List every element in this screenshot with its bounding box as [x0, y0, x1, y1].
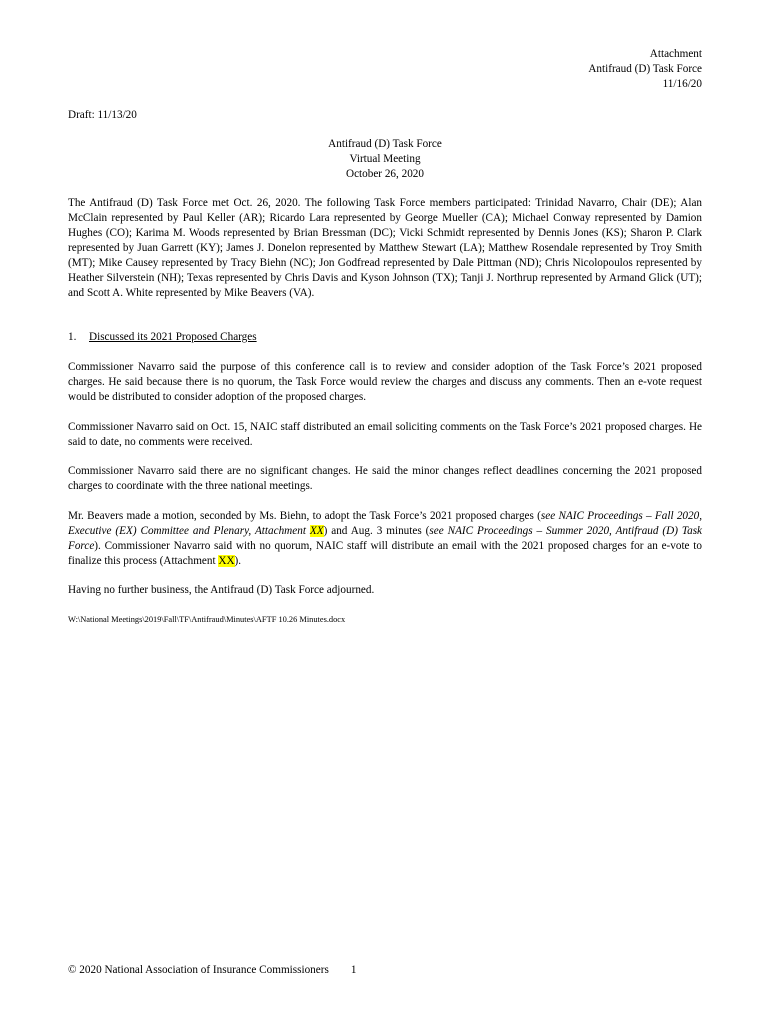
- attachment-header: [588, 47, 702, 92]
- draft-date: Draft: 11/13/20: [68, 109, 137, 121]
- intro-paragraph: The Antifraud (D) Task Force met Oct. 26, 2020. The following Task Force members participated: Trinidad Navarro, Chair (DE); Alan McClain represented by Paul Keller (AR); Ricardo Lara represented by George Mueller (CA); Michael Conway represented by Damion Hughes (CO); Karima M. Woods represented by Brian Bressman (DC); Vicki Schmidt represented by Dennis Jones (KS); Sharon P. Clark represented by Juan Garrett (KY); James J. Donelon represented by Matthew Stewart (LA); Matthew Rosendale represented by Troy Smith (MT); Mike Causey represented by Tracy Biehn (NC); Jon Godfread represented by Dale Pittman (ND); Chris Nicolopoulos represented by Heather Silverstein (NH); Texas represented by Chris Davis and Kyson Johnson (TX); Tanji J. Northrup represented by Armand Glick (UT); and Scott A. White represented by Mike Beavers (VA).: [68, 197, 702, 299]
- motion-citation-2: see NAIC Proceedings – Summer 2020, Antifraud (D) Task Force: [68, 525, 703, 552]
- meeting-date: October 26, 2020: [346, 168, 424, 180]
- attachment-task-force: Antifraud (D) Task Force: [588, 63, 702, 75]
- motion-text-2: ) and Aug. 3 minutes (: [323, 525, 430, 537]
- page-number: 1: [350, 964, 357, 976]
- paragraph-purpose: Commissioner Navarro said the purpose of this conference call is to review and consider adoption of the Task Force’s 2021 proposed charges. He said because there is no quorum, the Task Force would review the charges and discuss any comments. Then an e-vote request would be distributed to consider adoption of the proposed charges.: [68, 361, 702, 403]
- motion-text-4: ).: [234, 555, 242, 567]
- meeting-title-block: [68, 137, 702, 182]
- meeting-title: Antifraud (D) Task Force: [328, 138, 442, 150]
- attachment-date: 11/16/20: [662, 78, 702, 90]
- document-page: [68, 0, 702, 1024]
- motion-text-1: Mr. Beavers made a motion, seconded by Ms. Biehn, to adopt the Task Force’s 2021 proposed charges (: [68, 510, 541, 522]
- section-number: 1.: [68, 331, 77, 343]
- paragraph-motion: [68, 509, 702, 569]
- motion-text-3: ). Commissioner Navarro said with no quorum, NAIC staff will distribute an email with the 2021 proposed charges for an e-vote to finalize this process (Attachment: [68, 540, 702, 567]
- paragraph-comments: Commissioner Navarro said on Oct. 15, NAIC staff distributed an email soliciting comments on the Task Force’s 2021 proposed charges. He said to date, no comments were received.: [68, 421, 702, 448]
- file-path: W:\National Meetings\2019\Fall\TF\Antifraud\Minutes\AFTF 10.26 Minutes.docx: [68, 615, 346, 624]
- highlight-placeholder: XX: [309, 525, 324, 537]
- paragraph-changes: Commissioner Navarro said there are no significant changes. He said the minor changes reflect deadlines concerning the 2021 proposed charges to coordinate with the three national meetings.: [68, 465, 702, 492]
- paragraph-adjourn: Having no further business, the Antifraud (D) Task Force adjourned.: [68, 584, 375, 596]
- meeting-type: Virtual Meeting: [349, 153, 421, 165]
- section-heading: [68, 330, 702, 345]
- page-footer: [68, 963, 356, 978]
- section-title: Discussed its 2021 Proposed Charges: [89, 331, 257, 343]
- highlight-placeholder: XX: [218, 555, 235, 567]
- attachment-label: Attachment: [649, 48, 702, 60]
- copyright-notice: © 2020 National Association of Insurance Commissioners: [68, 964, 329, 976]
- motion-citation-1: see NAIC Proceedings – Fall 2020, Executive (EX) Committee and Plenary, Attachment: [68, 510, 703, 537]
